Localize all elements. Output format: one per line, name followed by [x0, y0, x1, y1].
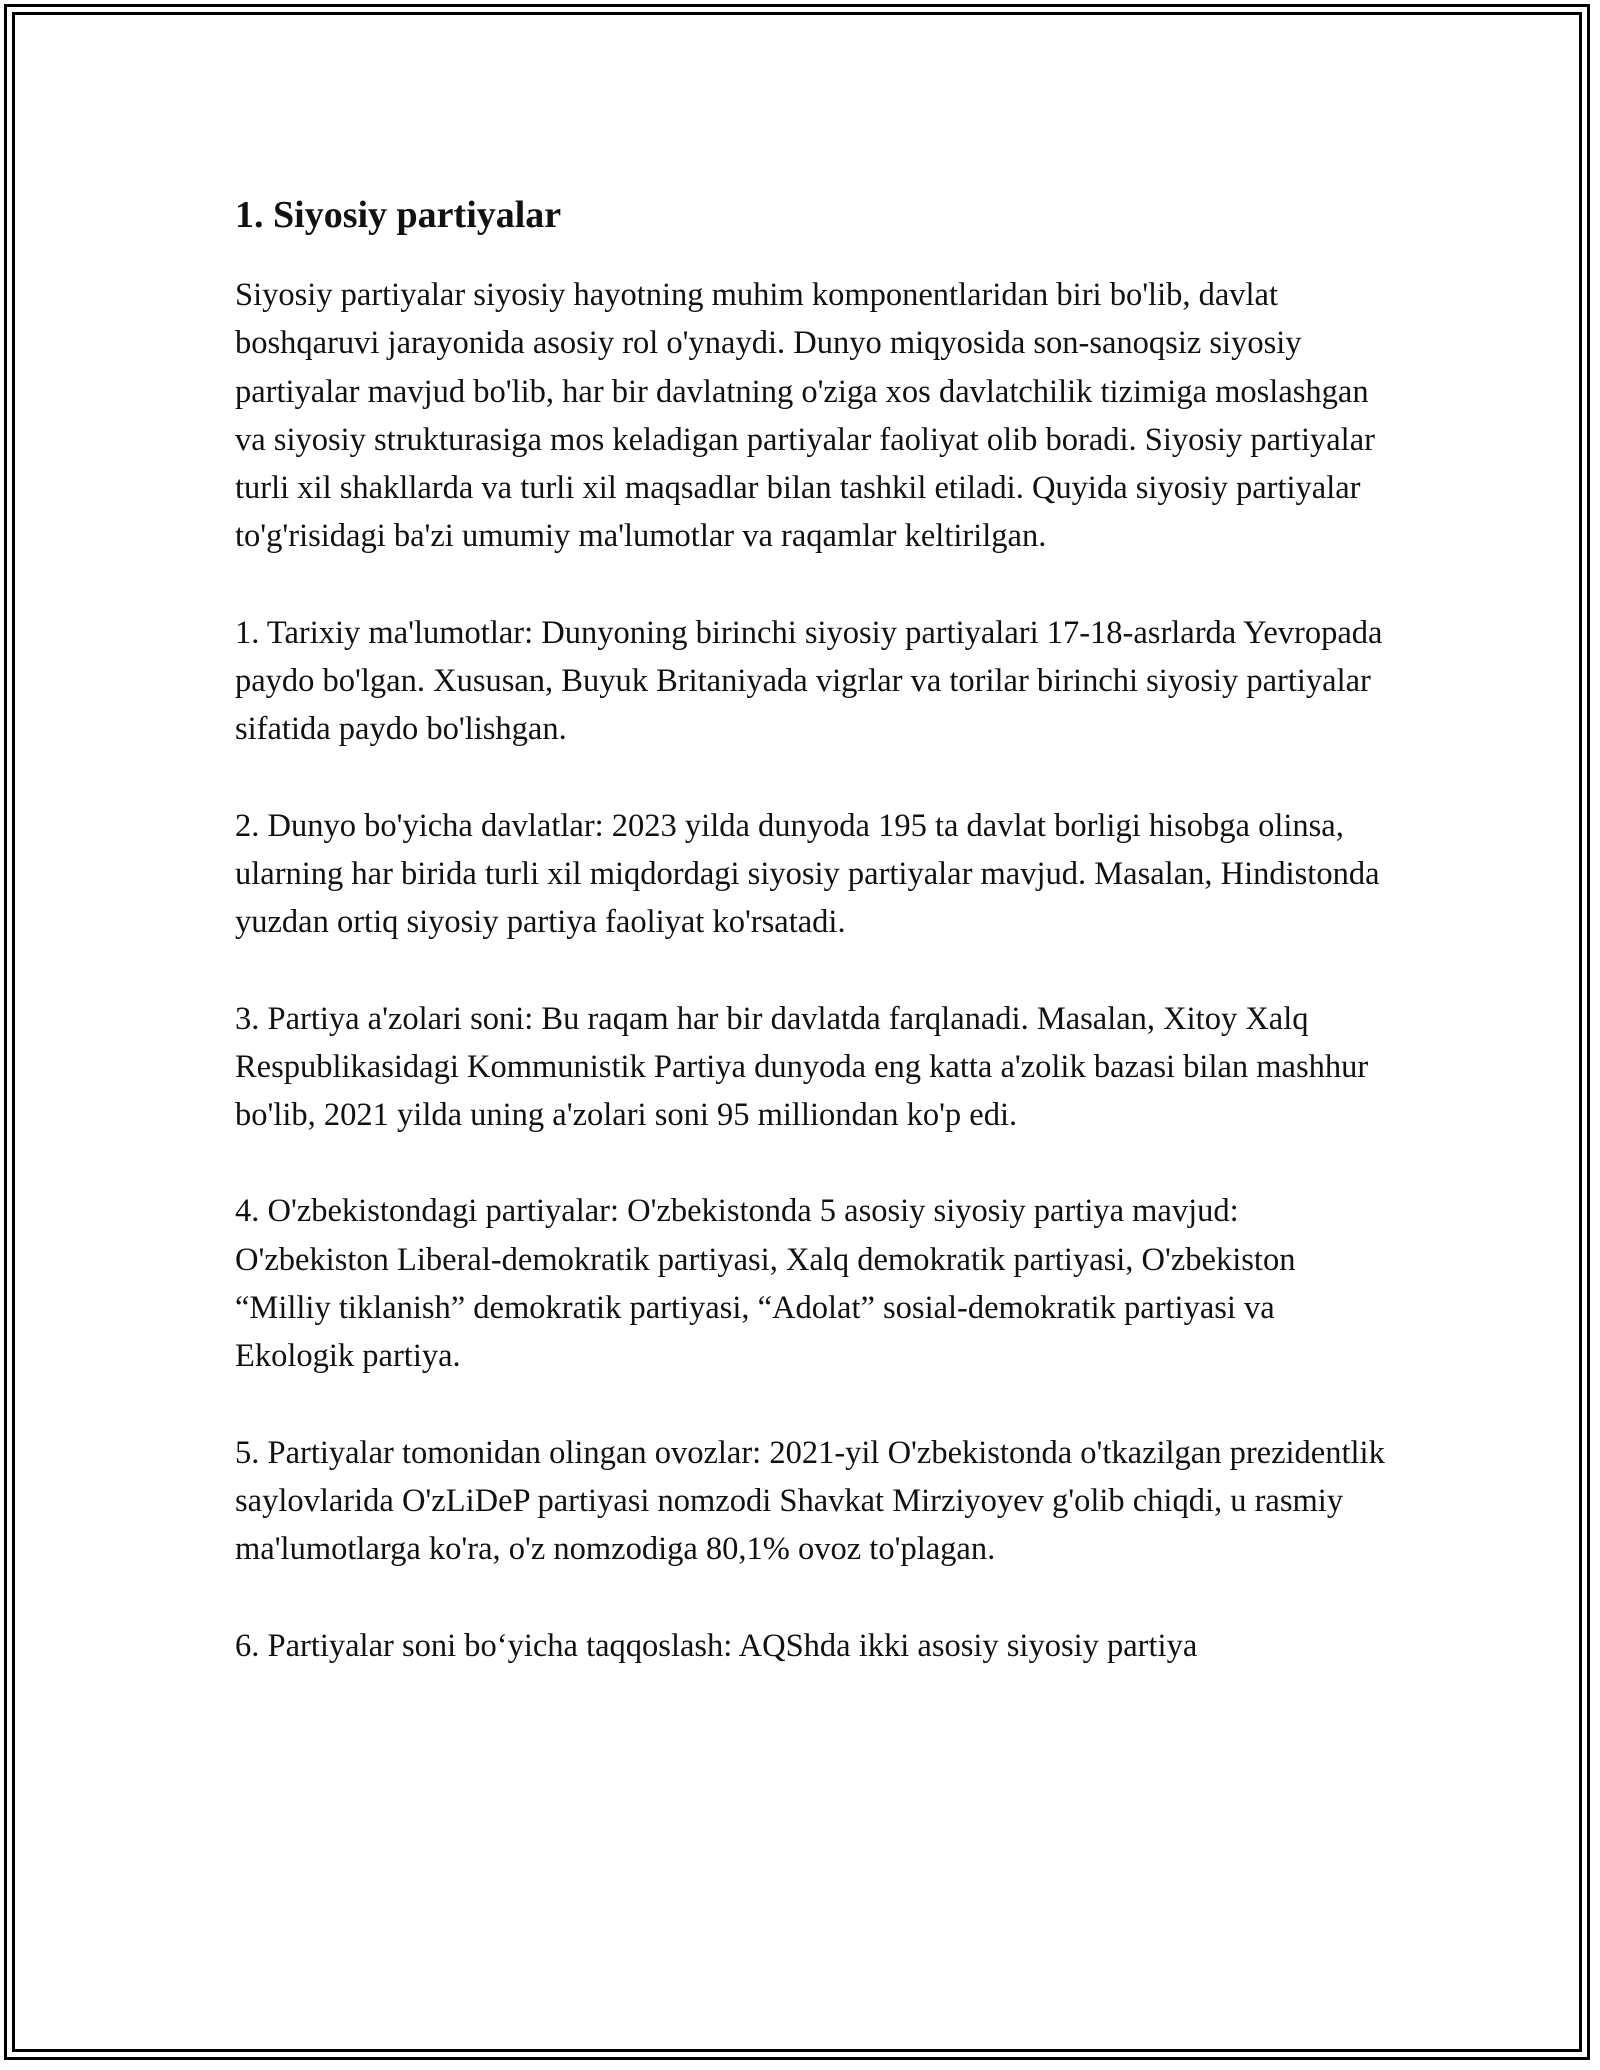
list-item-comparison: 6. Partiyalar soni bo‘yicha taqqoslash: AQShda ikki asosiy siyosiy partiya [235, 1627, 1198, 1664]
list-item-historical: 1. Tarixiy ma'lumotlar: Dunyoning birinchi siyosiy partiyalari 17-18-asrlarda Yevropada paydo bo'lgan. Xususan, Buyuk Britaniyada vigrlar va torilar birinchi siyosiy partiyalar sifatida paydo bo'lishgan. [235, 614, 1383, 748]
list-item-votes: 5. Partiyalar tomonidan olingan ovozlar: 2021-yil O'zbekistonda o'tkazilgan prezidentlik saylovlarida O'zLiDeP partiyasi nomzodi Shavkat Mirziyoyev g'olib chiqdi, u rasmiy ma'lumotlarga ko'ra, o'z nomzodiga 80,1% ovoz to'plagan. [235, 1434, 1385, 1568]
document-body [235, 185, 1385, 1718]
intro-paragraph: Siyosiy partiyalar siyosiy hayotning muhim komponentlaridan biri bo'lib, davlat boshqaruvi jarayonida asosiy rol o'ynaydi. Dunyo miqyosida son-sanoqsiz siyosiy partiyalar mavjud bo'lib, har bir davlatning o'ziga xos davlatchilik tizimiga moslashgan va siyosiy strukturasiga mos keladigan partiyalar faoliyat olib boradi. Siyosiy partiyalar turli xil shakllarda va turli xil maqsadlar bilan tashkil etiladi. Quyida siyosiy partiyalar to'g'risidagi ba'zi umumiy ma'lumotlar va raqamlar keltirilgan. [235, 277, 1375, 555]
list-item-world-states: 2. Dunyo bo'yicha davlatlar: 2023 yilda dunyoda 195 ta davlat borligi hisobga olinsa, ularning har birida turli xil miqdordagi siyosiy partiyalar mavjud. Masalan, Hindistonda yuzdan ortiq siyosiy partiya faoliyat ko'rsatadi. [235, 807, 1380, 941]
list-item-party-members: 3. Partiya a'zolari soni: Bu raqam har bir davlatda farqlanadi. Masalan, Xitoy Xalq Respublikasidagi Kommunistik Partiya dunyoda eng katta a'zolik bazasi bilan mashhur bo'lib, 2021 yilda uning a'zolari soni 95 milliondan ko'p edi. [235, 1000, 1369, 1134]
section-title: 1. Siyosiy partiyalar [235, 194, 562, 236]
list-item-uzbekistan-parties: 4. O'zbekistondagi partiyalar: O'zbekistonda 5 asosiy siyosiy partiya mavjud: O'zbekiston Liberal-demokratik partiyasi, Xalq demokratik partiyasi, O'zbekiston “Milliy tiklanish” demokratik partiyasi, “Adolat” sosial-demokratik partiyasi va Ekologik partiya. [235, 1193, 1296, 1375]
